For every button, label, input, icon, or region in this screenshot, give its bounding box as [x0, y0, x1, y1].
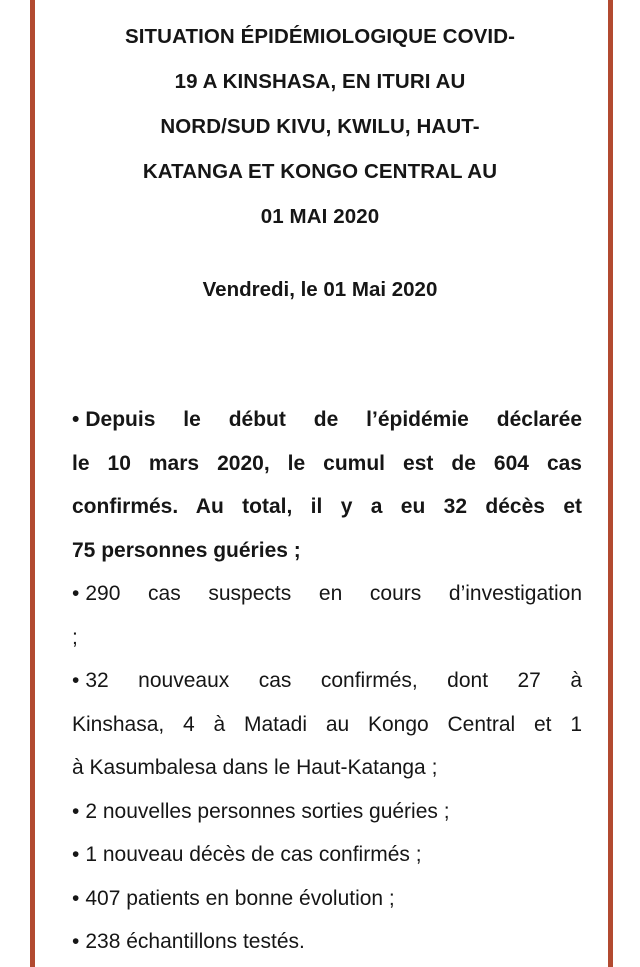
- bullet-icon: •: [72, 886, 80, 910]
- list-item: [72, 833, 582, 877]
- title-line: 19 A KINSHASA, EN ITURI AU: [174, 70, 466, 93]
- list-item-line: [72, 790, 582, 834]
- list-item: [72, 572, 582, 659]
- bullet-icon: •: [72, 582, 80, 605]
- list-item-line: [72, 572, 582, 616]
- right-border-rule: [608, 0, 613, 967]
- list-item-line: Kinshasa, 4 à Matadi au Kongo Central et 1: [72, 712, 582, 736]
- report-body: [72, 398, 582, 964]
- title-line: KATANGA ET KONGO CENTRAL AU: [142, 160, 498, 183]
- title-line: SITUATION ÉPIDÉMIOLOGIQUE COVID-: [124, 25, 516, 48]
- list-item-line: à Kasumbalesa dans le Haut-Katanga ;: [72, 756, 438, 779]
- report-date: Vendredi, le 01 Mai 2020: [202, 278, 438, 301]
- title-line: NORD/SUD KIVU, KWILU, HAUT-: [160, 115, 480, 138]
- list-item: [72, 659, 582, 790]
- list-item-line: ;: [72, 625, 78, 649]
- summary-line: confirmés. Au total, il y a eu 32 décès et: [72, 495, 582, 518]
- summary-line-text: Depuis le début de l’épidémie déclarée: [85, 408, 582, 431]
- summary-item: [72, 398, 582, 572]
- list-item-text: 407 patients en bonne évolution ;: [85, 886, 395, 910]
- bullet-icon: •: [72, 930, 80, 953]
- list-item: [72, 920, 582, 964]
- list-item-text: 32 nouveaux cas confirmés, dont 27 à: [85, 669, 582, 692]
- list-item-text: 1 nouveau décès de cas confirmés ;: [85, 843, 422, 866]
- bullet-icon: •: [72, 843, 80, 866]
- list-item: [72, 790, 582, 834]
- title-line: 01 MAI 2020: [260, 205, 380, 228]
- summary-line: [72, 398, 582, 442]
- bullet-icon: •: [72, 799, 80, 823]
- list-item-line: [72, 877, 582, 921]
- list-item: [72, 877, 582, 921]
- list-item-line: [72, 920, 582, 964]
- list-item-line: [72, 833, 582, 877]
- report-title: [60, 14, 580, 239]
- bullet-icon: •: [72, 669, 80, 692]
- list-item-text: 238 échantillons testés.: [85, 930, 305, 953]
- summary-line: 75 personnes guéries ;: [72, 538, 301, 562]
- list-item-text: 2 nouvelles personnes sorties guéries ;: [85, 799, 450, 823]
- list-item-text: 290 cas suspects en cours d’investigation: [85, 582, 582, 605]
- list-item-line: [72, 659, 582, 703]
- left-border-rule: [30, 0, 35, 967]
- bullet-icon: •: [72, 408, 80, 431]
- summary-line: le 10 mars 2020, le cumul est de 604 cas: [72, 451, 582, 475]
